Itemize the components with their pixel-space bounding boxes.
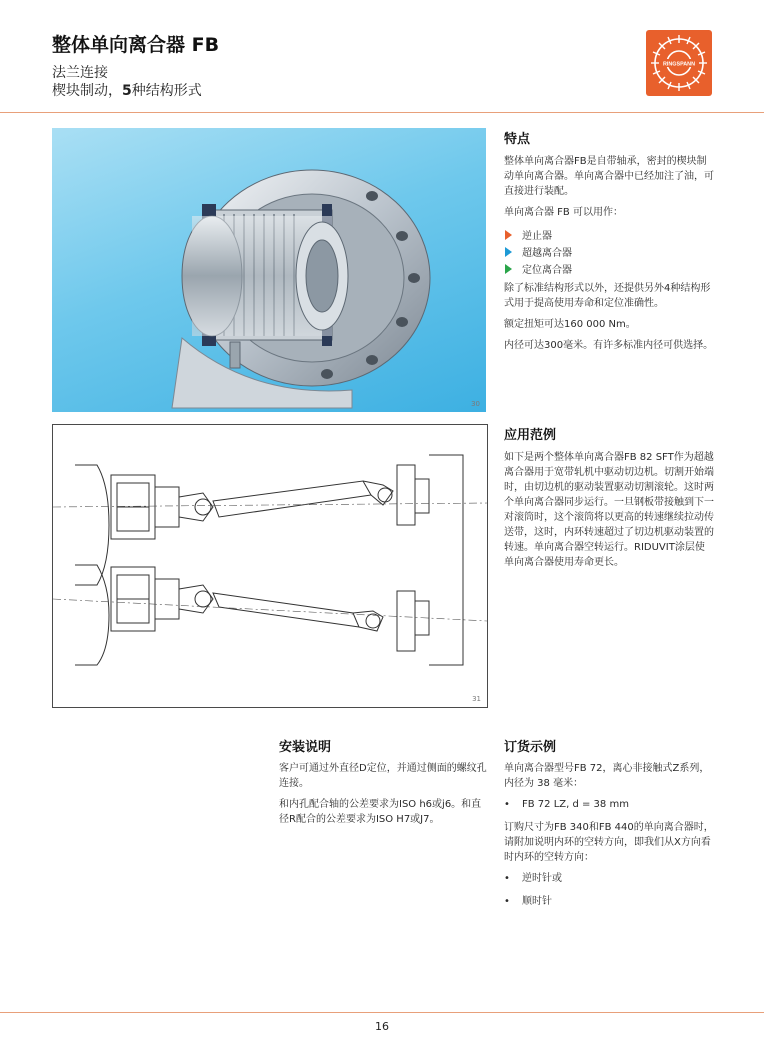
list-item (504, 243, 714, 260)
ordering-heading: 订货示例 (504, 740, 557, 755)
installation-section (279, 736, 489, 833)
ordering-option: 逆时针或 (522, 873, 562, 884)
application-text: 如下是两个整体单向离合器FB 82 SFT作为超越离合器用于宽带轧机中驱动切边机。切割开始端时，由切边机的驱动装置驱动切割滚轮。这时两个单向离合器同步运行。一旦钢板带接触到下一对滚筒时，这个滚筒将以更高的转速继续拉动传送带，这时，内环转速超过了切边机驱动装置的转速。单向离合器空转运行。RIDUVIT涂层使单向离合器使用寿命更长。 (504, 452, 714, 568)
installation-heading: 安装说明 (279, 740, 332, 755)
installation-mounting: 客户可通过外直径D定位，并通过侧面的螺纹孔连接。 (279, 763, 487, 789)
header-rule (0, 112, 764, 113)
list-item (504, 894, 718, 909)
subtitle-connection: 法兰连接 (52, 65, 108, 81)
usage-list (504, 226, 714, 277)
photo-figure-number: 30 (471, 400, 480, 408)
drawing-figure-number: 31 (472, 695, 481, 703)
subtitle-type (52, 80, 202, 100)
usage-label: 逆止器 (522, 231, 552, 242)
features-body (504, 154, 714, 220)
features-variants: 除了标准结构形式以外，还提供另外4种结构形式用于提高使用寿命和定位准确性。 (504, 283, 711, 309)
ringspann-logo (646, 30, 712, 96)
bullet-icon: • (504, 873, 510, 884)
features-torque: 额定扭矩可达160 000 Nm。 (504, 319, 636, 330)
bullet-icon: • (504, 896, 510, 907)
ordering-direction-note: 订购尺寸为FB 340和FB 440的单向离合器时，请附加说明内环的空转方向，即我们从X方向看时内环的空转方向： (504, 822, 714, 863)
bullet-icon: • (504, 799, 510, 810)
features-heading: 特点 (504, 132, 531, 147)
ordering-intro: 单向离合器型号FB 72，离心非接触式Z系列，内径为 38 毫米： (504, 763, 710, 789)
subtitle-prefix: 楔块制动， (52, 83, 122, 99)
product-photo (52, 128, 486, 412)
list-item (504, 260, 714, 277)
ordering-body (504, 761, 718, 791)
features-details (504, 281, 714, 353)
ordering-section (504, 736, 718, 917)
application-heading: 应用范例 (504, 428, 557, 443)
page-number: 16 (375, 1020, 389, 1033)
orange-arrow-icon (505, 230, 512, 240)
green-arrow-icon (505, 264, 512, 274)
features-usage-intro: 单向离合器 FB 可以用作： (504, 207, 623, 218)
clutch-image (52, 128, 486, 412)
application-drawing (52, 424, 488, 708)
logo-emblem-icon (646, 30, 712, 96)
features-bore: 内径可达300毫米。有许多标准内径可供选择。 (504, 340, 714, 351)
features-section (504, 128, 714, 359)
ordering-note (504, 820, 718, 865)
page-title: 整体单向离合器 FB (52, 34, 220, 56)
ordering-option: 顺时针 (522, 896, 552, 907)
list-item (504, 797, 718, 812)
footer-rule (0, 1012, 764, 1013)
installation-body (279, 761, 489, 827)
features-intro: 整体单向离合器FB是自带轴承，密封的楔块制动单向离合器。单向离合器中已经加注了油，可直接进行装配。 (504, 156, 714, 197)
usage-label: 定位离合器 (522, 265, 572, 276)
installation-tolerance: 和内孔配合轴的公差要求为ISO h6或j6。和直径R配合的公差要求为ISO H7或J7。 (279, 799, 482, 825)
blue-arrow-icon (505, 247, 512, 257)
list-item (504, 871, 718, 886)
application-section (504, 424, 714, 576)
subtitle-suffix: 种结构形式 (131, 83, 202, 99)
subtitle-count: 5 (122, 83, 132, 99)
logo-text: RINGSPANN (663, 61, 695, 68)
list-item (504, 226, 714, 243)
ordering-example: FB 72 LZ, d = 38 mm (522, 799, 629, 810)
application-body (504, 450, 714, 570)
drive-shaft-diagram (53, 425, 487, 707)
usage-label: 超越离合器 (522, 248, 572, 259)
